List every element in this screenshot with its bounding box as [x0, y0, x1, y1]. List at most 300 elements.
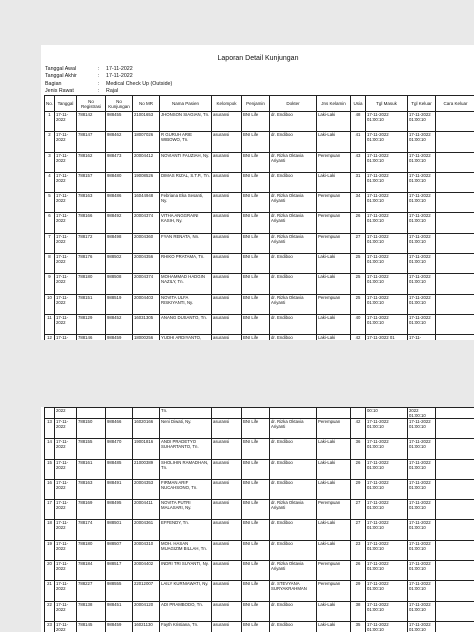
cell-tgl-masuk: 17-11-2022 01:00:10	[366, 254, 408, 274]
cell-nama-pasien: Fayth Kristiana, Tn.	[160, 621, 212, 632]
cell-no-mr: 20004402	[133, 561, 160, 581]
cell-no-registrasi: 788161	[77, 459, 106, 479]
cell-dokter: dr. Endiboo	[270, 520, 317, 540]
cell-tanggal: 17-11-2022	[55, 439, 77, 459]
table-row	[45, 112, 474, 132]
cell-no-kunjungan	[106, 408, 133, 419]
cell-penjamin: BNI Life	[242, 520, 270, 540]
cell-no-registrasi: 788166	[77, 213, 106, 233]
cell-no-registrasi: 788184	[77, 561, 106, 581]
cell-no-kunjungan: 988459	[106, 621, 133, 632]
cell-no-mr: 20004353	[133, 479, 160, 499]
cell-no-kunjungan: 988462	[106, 132, 133, 152]
cell-tgl-keluar: 17-11-2022 01:00:10	[408, 561, 436, 581]
cell-kelompok: asuransi	[212, 314, 242, 334]
cell-no-mr: 20004120	[133, 601, 160, 621]
cell-penjamin: BNI Life	[242, 172, 270, 192]
column-header-no-mr: No MR	[133, 96, 160, 112]
cell-cara-keluar	[436, 419, 474, 439]
cell-tgl-keluar: 17-11-2022 01:00:10	[408, 254, 436, 274]
cell-nama-pasien: FIRMAN ARIF NUCAHSONO, Tn.	[160, 479, 212, 499]
cell-no-kunjungan: 988491	[106, 479, 133, 499]
cell-usia: 40	[351, 314, 366, 334]
cell-no-registrasi	[77, 408, 106, 419]
cell-cara-keluar	[436, 152, 474, 172]
cell-tanggal: 17-11-2022	[55, 419, 77, 439]
cell-tanggal: 17-11-2022	[55, 193, 77, 213]
cell-no-registrasi: 788142	[77, 112, 106, 132]
cell-no-registrasi: 788180	[77, 274, 106, 294]
cell-tanggal: 17-11-2022	[55, 621, 77, 632]
cell-no-kunjungan: 988495	[106, 500, 133, 520]
meta-value: Rajal	[106, 87, 119, 94]
cell-tgl-masuk: 17-11-2022 01:00:10	[366, 213, 408, 233]
cell-no-kunjungan: 988555	[106, 581, 133, 601]
table-row	[45, 335, 474, 340]
cell-no-kunjungan: 988455	[106, 112, 133, 132]
cell-cara-keluar	[436, 172, 474, 192]
table-row	[45, 520, 474, 540]
cell-kelompok: asuransi	[212, 540, 242, 560]
cell-nama-pasien: DIMAS RIZAL, S.T.P., Tn.	[160, 172, 212, 192]
cell-penjamin: BNI Life	[242, 254, 270, 274]
table-row	[45, 274, 474, 294]
cell-jns-kelamin: Laki-Laki	[317, 112, 351, 132]
cell-dokter: dr. Rizka Oktavia Ariyanti	[270, 561, 317, 581]
column-header-tgl-masuk: Tgl Masuk	[366, 96, 408, 112]
cell-dokter: dr. Rizka Oktavia Ariyanti	[270, 233, 317, 253]
cell-no-kunjungan: 988466	[106, 419, 133, 439]
cell-tgl-masuk: 17-11-2022 01:00:10	[366, 561, 408, 581]
cell-no-mr: 19008526	[133, 172, 160, 192]
cell-tgl-keluar: 17-11-	[408, 335, 436, 340]
cell-tgl-keluar: 17-11-2022 01:00:10	[408, 152, 436, 172]
cell-no-kunjungan: 988480	[106, 172, 133, 192]
cell-cara-keluar	[436, 621, 474, 632]
cell-penjamin: BNI Life	[242, 294, 270, 314]
cell-usia: 36	[351, 439, 366, 459]
cell-tgl-keluar: 17-11-2022 01:00:10	[408, 621, 436, 632]
cell-tanggal: 17-11-2022	[55, 601, 77, 621]
cell-no-registrasi: 788176	[77, 254, 106, 274]
cell-tgl-masuk: 17-11-2022 01:00:10	[366, 500, 408, 520]
cell-jns-kelamin: Laki-Laki	[317, 172, 351, 192]
table-row	[45, 500, 474, 520]
cell-nama-pasien: R GURUH ARIE WIBOWO, Tn.	[160, 132, 212, 152]
cell-no-mr: 16020166	[133, 419, 160, 439]
cell-kelompok: asuransi	[212, 479, 242, 499]
cell-cara-keluar	[436, 233, 474, 253]
cell-no-kunjungan: 988485	[106, 459, 133, 479]
cell-penjamin: BNI Life	[242, 314, 270, 334]
cell-dokter: dr. Endiboo	[270, 335, 317, 340]
cell-tgl-keluar: 17-11-2022 01:00:10	[408, 500, 436, 520]
cell-tgl-masuk: 17-11-2022 01:00:10	[366, 132, 408, 152]
cell-cara-keluar	[436, 439, 474, 459]
cell-no-mr: 16031305	[133, 314, 160, 334]
table-row	[45, 459, 474, 479]
cell-tanggal: 17-11-2022	[55, 274, 77, 294]
cell-cara-keluar	[436, 561, 474, 581]
cell-nama-pasien: MOHAMMAD HADGIN NAZILY, Tn.	[160, 274, 212, 294]
cell-no: 6	[45, 213, 55, 233]
meta-row	[45, 81, 172, 88]
cell-tgl-keluar: 17-11-2022 01:00:10	[408, 193, 436, 213]
table-row	[45, 479, 474, 499]
cell-no-mr: 20004412	[133, 152, 160, 172]
table-row	[45, 314, 474, 334]
table-row	[45, 172, 474, 192]
column-header-kelompok: Kelompok	[212, 96, 242, 112]
cell-no: 1	[45, 112, 55, 132]
cell-nama-pasien: ADI PRAMBODO, Tn.	[160, 601, 212, 621]
cell-tgl-masuk: 17-11-2022 01:00:10	[366, 112, 408, 132]
cell-nama-pasien: NOVITA PUTRI MALASARI, Ny.	[160, 500, 212, 520]
cell-no-kunjungan: 988452	[106, 314, 133, 334]
cell-kelompok: asuransi	[212, 274, 242, 294]
cell-tgl-masuk: 17-11-2022 01:00:10	[366, 419, 408, 439]
cell-no-kunjungan: 988502	[106, 254, 133, 274]
cell-jns-kelamin: Perempuan	[317, 193, 351, 213]
cell-tgl-masuk: 17-11-2022 01:00:10	[366, 172, 408, 192]
cell-no-kunjungan: 988486	[106, 193, 133, 213]
cell-kelompok: asuransi	[212, 335, 242, 340]
cell-usia: 42	[351, 419, 366, 439]
cell-tgl-keluar: 17-11-2022 01:00:10	[408, 419, 436, 439]
cell-no: 18	[45, 520, 55, 540]
cell-no: 23	[45, 621, 55, 632]
table-row	[45, 213, 474, 233]
cell-no-kunjungan: 988459	[106, 335, 133, 340]
cell-usia: 29	[351, 581, 366, 601]
table-row	[45, 621, 474, 632]
cell-usia: 35	[351, 621, 366, 632]
table-row	[45, 233, 474, 253]
cell-no-kunjungan: 988492	[106, 213, 133, 233]
meta-label: Tanggal Awal	[45, 66, 77, 72]
cell-kelompok: asuransi	[212, 213, 242, 233]
cell-no-kunjungan: 988451	[106, 601, 133, 621]
cell-cara-keluar	[436, 520, 474, 540]
cell-tgl-keluar: 17-11-2022 01:00:10	[408, 520, 436, 540]
cell-no-kunjungan: 988507	[106, 540, 133, 560]
cell-tgl-keluar: 17-11-2022 01:00:10	[408, 581, 436, 601]
cell-usia: 42	[351, 335, 366, 340]
cell-no-mr: 18007026	[133, 132, 160, 152]
cell-usia: 26	[351, 561, 366, 581]
meta-value: Medical Check Up (Outside)	[106, 80, 173, 87]
column-header-no-registrasi: No Registrasi	[77, 96, 106, 112]
cell-usia: 41	[351, 132, 366, 152]
cell-penjamin: BNI Life	[242, 193, 270, 213]
meta-separator: :	[98, 73, 100, 80]
cell-jns-kelamin: Perempuan	[317, 561, 351, 581]
cell-tgl-keluar: 17-11-2022 01:00:10	[408, 172, 436, 192]
cell-tgl-masuk: 17-11-2022 01:00:10	[366, 294, 408, 314]
table-row	[45, 439, 474, 459]
cell-tanggal: 17-11-2022	[55, 500, 77, 520]
cell-no-mr: 20004356	[133, 254, 160, 274]
cell-no-registrasi: 788157	[77, 172, 106, 192]
cell-no-registrasi: 788169	[77, 500, 106, 520]
cell-dokter: dr. Endiboo	[270, 254, 317, 274]
cell-no: 8	[45, 254, 55, 274]
cell-kelompok: asuransi	[212, 520, 242, 540]
cell-no: 16	[45, 479, 55, 499]
cell-jns-kelamin: Laki-Laki	[317, 601, 351, 621]
cell-tgl-keluar: 17-11-2022 01:00:10	[408, 274, 436, 294]
cell-no: 11	[45, 314, 55, 334]
cell-tanggal: 17-11-2022	[55, 213, 77, 233]
column-header-nama-pasien: Nama Pasien	[160, 96, 212, 112]
table-row	[45, 294, 474, 314]
report-meta	[45, 66, 172, 95]
cell-no: 17	[45, 500, 55, 520]
cell-no-registrasi: 788172	[77, 233, 106, 253]
meta-separator: :	[98, 66, 100, 72]
cell-jns-kelamin: Laki-Laki	[317, 439, 351, 459]
cell-tgl-masuk: 17-11-2022 01:00:10	[366, 439, 408, 459]
cell-jns-kelamin: Perempuan	[317, 233, 351, 253]
cell-nama-pasien: ANDI PRADETYO SUHARTANTO, Tn.	[160, 439, 212, 459]
visit-table	[44, 95, 474, 340]
cell-no-mr: 21001653	[133, 112, 160, 132]
table-row	[45, 254, 474, 274]
cell-tgl-keluar: 17-11-2022 01:00:10	[408, 112, 436, 132]
cell-no: 10	[45, 294, 55, 314]
cell-kelompok: asuransi	[212, 581, 242, 601]
meta-separator: :	[98, 87, 100, 94]
cell-nama-pasien: LAILY KURNIAWATI, Ny.	[160, 581, 212, 601]
meta-value: 17-11-2022	[106, 73, 133, 80]
cell-jns-kelamin: Perempuan	[317, 581, 351, 601]
cell-nama-pasien: SHOLIHIN RAMADHAN, Tn.	[160, 459, 212, 479]
cell-no: 20	[45, 561, 55, 581]
cell-cara-keluar	[436, 540, 474, 560]
cell-tgl-masuk: 17-11-2022 01:00:10	[366, 274, 408, 294]
cell-dokter: dr. Endiboo	[270, 314, 317, 334]
cell-tgl-masuk: 17-11-2022 01:00:10	[366, 233, 408, 253]
cell-penjamin: BNI Life	[242, 581, 270, 601]
cell-cara-keluar	[436, 479, 474, 499]
cell-usia: 23	[351, 540, 366, 560]
cell-tgl-masuk: 17-11-2022 01:00:10	[366, 520, 408, 540]
table-row	[45, 581, 474, 601]
cell-nama-pasien: NOVITA ULFA RISKIYANTI, Ny.	[160, 294, 212, 314]
cell-tanggal: 2022	[55, 408, 77, 419]
cell-kelompok: asuransi	[212, 132, 242, 152]
cell-tgl-keluar: 17-11-2022 01:00:10	[408, 459, 436, 479]
cell-no-kunjungan: 988473	[106, 152, 133, 172]
cell-tanggal: 17-11-2022	[55, 112, 77, 132]
cell-nama-pasien: YUDHI ARDIYANTO,	[160, 335, 212, 340]
cell-tanggal: 17-11-2022	[55, 520, 77, 540]
cell-no-kunjungan: 988501	[106, 520, 133, 540]
cell-dokter: dr. Rizka Oktavia Ariyanti	[270, 294, 317, 314]
cell-dokter: dr. Rizka Oktavia Ariyanti	[270, 193, 317, 213]
column-header-cara-keluar: Cara Keluar	[436, 96, 474, 112]
cell-dokter: dr. Endiboo	[270, 540, 317, 560]
cell-no: 2	[45, 132, 55, 152]
cell-no-mr: 20004411	[133, 500, 160, 520]
cell-penjamin: BNI Life	[242, 132, 270, 152]
cell-penjamin: BNI Life	[242, 112, 270, 132]
cell-jns-kelamin: Laki-Laki	[317, 621, 351, 632]
cell-no-mr: 20004374	[133, 213, 160, 233]
cell-tanggal: 17-11-2022	[55, 314, 77, 334]
cell-dokter: dr. Endiboo	[270, 274, 317, 294]
cell-jns-kelamin: Perempuan	[317, 419, 351, 439]
cell-no-mr: 19001816	[133, 439, 160, 459]
cell-kelompok: asuransi	[212, 601, 242, 621]
cell-nama-pasien: MOH. HASAN MUAGIZIM BILLAH, Tn.	[160, 540, 212, 560]
cell-tgl-masuk: 17-11-2022 01:00:10	[366, 152, 408, 172]
cell-usia: 27	[351, 520, 366, 540]
cell-no-kunjungan: 988519	[106, 294, 133, 314]
cell-no-mr: 20004374	[133, 274, 160, 294]
column-header-penjamin: Penjamin	[242, 96, 270, 112]
cell-penjamin: BNI Life	[242, 274, 270, 294]
cell-tgl-keluar: 17-11-2022 01:00:10	[408, 601, 436, 621]
meta-label: Jenis Rawat	[45, 87, 74, 94]
cell-penjamin: BNI Life	[242, 335, 270, 340]
cell-cara-keluar	[436, 112, 474, 132]
cell-tanggal: 17-11-2022	[55, 561, 77, 581]
cell-no-mr: 16021130	[133, 621, 160, 632]
cell-tanggal: 17-11-2022	[55, 172, 77, 192]
cell-no-mr: 18000256	[133, 335, 160, 340]
cell-no-registrasi: 788227	[77, 581, 106, 601]
column-header-usia: Usia	[351, 96, 366, 112]
cell-cara-keluar	[436, 213, 474, 233]
cell-no-registrasi: 788163	[77, 479, 106, 499]
cell-penjamin: BNI Life	[242, 233, 270, 253]
cell-kelompok: asuransi	[212, 419, 242, 439]
cell-dokter: dr. Endiboo	[270, 439, 317, 459]
table-row	[45, 408, 474, 419]
meta-label: Tanggal Akhir	[45, 73, 77, 80]
cell-no-registrasi: 788146	[77, 335, 106, 340]
cell-kelompok: asuransi	[212, 152, 242, 172]
cell-usia: 25	[351, 254, 366, 274]
cell-dokter: dr. STEVYANA SURYAKRAHMAN	[270, 581, 317, 601]
cell-jns-kelamin: Perempuan	[317, 294, 351, 314]
cell-tgl-keluar: 17-11-2022 01:00:10	[408, 213, 436, 233]
cell-usia: 26	[351, 213, 366, 233]
cell-no-mr	[133, 408, 160, 419]
cell-no-registrasi: 788145	[77, 621, 106, 632]
cell-cara-keluar	[436, 314, 474, 334]
table-row	[45, 193, 474, 213]
cell-usia: 34	[351, 193, 366, 213]
cell-no-mr: 20004360	[133, 233, 160, 253]
cell-tgl-masuk: 17-11-2022 01:00:10	[366, 314, 408, 334]
cell-cara-keluar	[436, 132, 474, 152]
cell-jns-kelamin: Laki-Laki	[317, 274, 351, 294]
cell-tgl-masuk: 17-11-2022 01	[366, 335, 408, 340]
cell-cara-keluar	[436, 335, 474, 340]
cell-no-mr: 22012007	[133, 581, 160, 601]
cell-tgl-masuk: 17-11-2022 01:00:10	[366, 601, 408, 621]
cell-penjamin: BNI Life	[242, 479, 270, 499]
cell-penjamin: BNI Life	[242, 561, 270, 581]
cell-usia: 43	[351, 152, 366, 172]
cell-usia: 29	[351, 479, 366, 499]
cell-no: 15	[45, 459, 55, 479]
cell-no: 19	[45, 540, 55, 560]
cell-no: 7	[45, 233, 55, 253]
cell-tanggal: 17-11-2022	[55, 152, 77, 172]
cell-penjamin: BNI Life	[242, 419, 270, 439]
cell-cara-keluar	[436, 500, 474, 520]
cell-tgl-masuk: 17-11-2022 01:00:10	[366, 479, 408, 499]
visit-table-continued	[44, 407, 474, 632]
cell-kelompok: asuransi	[212, 294, 242, 314]
cell-usia: 25	[351, 274, 366, 294]
cell-no-registrasi: 788180	[77, 540, 106, 560]
cell-cara-keluar	[436, 193, 474, 213]
cell-nama-pasien: NOVIANTI FAUZIAH, Ny.	[160, 152, 212, 172]
cell-tanggal: 17-11-2022	[55, 459, 77, 479]
cell-penjamin: BNI Life	[242, 152, 270, 172]
cell-usia: 27	[351, 233, 366, 253]
meta-row	[45, 73, 172, 80]
cell-tgl-masuk: 00:10	[366, 408, 408, 419]
cell-tanggal: 17-11-2022	[55, 132, 77, 152]
cell-nama-pasien: Tn.	[160, 408, 212, 419]
cell-no: 22	[45, 601, 55, 621]
table-row	[45, 132, 474, 152]
cell-cara-keluar	[436, 254, 474, 274]
table-row	[45, 601, 474, 621]
cell-no-registrasi: 788151	[77, 294, 106, 314]
cell-usia: 38	[351, 601, 366, 621]
cell-no-registrasi: 788174	[77, 520, 106, 540]
cell-no-registrasi: 788138	[77, 601, 106, 621]
cell-no-mr: 20004310	[133, 540, 160, 560]
cell-kelompok: asuransi	[212, 254, 242, 274]
cell-no-registrasi: 788150	[77, 419, 106, 439]
column-header-dokter: Dokter	[270, 96, 317, 112]
cell-kelompok: asuransi	[212, 561, 242, 581]
cell-usia: 31	[351, 172, 366, 192]
cell-no: 5	[45, 193, 55, 213]
meta-label: Bagian	[45, 80, 62, 87]
cell-jns-kelamin: Laki-Laki	[317, 335, 351, 340]
cell-no: 21	[45, 581, 55, 601]
meta-value: 17-11-2022	[106, 66, 133, 72]
cell-no-registrasi: 788155	[77, 439, 106, 459]
cell-dokter: dr. Endiboo	[270, 132, 317, 152]
cell-tgl-masuk: 17-11-2022 01:00:10	[366, 540, 408, 560]
cell-penjamin: BNI Life	[242, 601, 270, 621]
cell-no-registrasi: 788147	[77, 132, 106, 152]
column-header-no: No.	[45, 96, 55, 112]
cell-usia: 26	[351, 459, 366, 479]
cell-no: 4	[45, 172, 55, 192]
cell-no-kunjungan: 988470	[106, 439, 133, 459]
cell-penjamin: BNI Life	[242, 459, 270, 479]
cell-no	[45, 408, 55, 419]
cell-no-mr: 21000389	[133, 459, 160, 479]
cell-jns-kelamin: Laki-Laki	[317, 540, 351, 560]
cell-jns-kelamin: Laki-Laki	[317, 132, 351, 152]
cell-jns-kelamin: Laki-Laki	[317, 479, 351, 499]
cell-tanggal: 17-11-2022	[55, 233, 77, 253]
cell-tgl-keluar: 2022 01:00:10	[408, 408, 436, 419]
report-page-1	[41, 45, 474, 340]
cell-penjamin: BNI Life	[242, 213, 270, 233]
